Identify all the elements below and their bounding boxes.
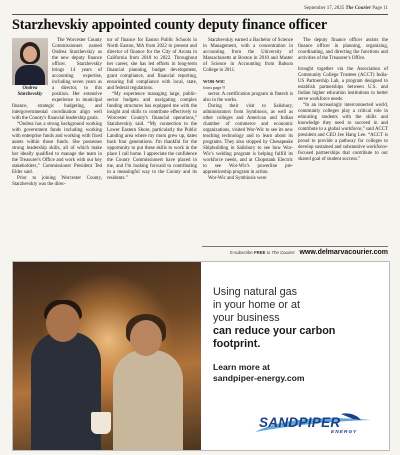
photo-caption [12, 86, 48, 97]
ad-headline-line: in your home or at [213, 299, 301, 311]
logo-name: SANDPIPER [259, 415, 341, 430]
paragraph: Wor-Wic and Symbiosis were [208, 176, 267, 181]
caption-first-name: Ondrea [22, 86, 38, 91]
sandpiper-advertisement[interactable] [12, 261, 390, 451]
paragraph: During their visit to Salisbury, administrators from Symbiosis, as well as other colleges and American and Indian chamber of commerce and economic organizations, visited Wor-Wic to see its new teaching technology and to learn about its programs. They also stopped by Chesapeake Shipbuilding in Salisbury to see how Wor-Wic's welding program is helping fulfill its workforce needs, and at Chopstank Electric to see Wor-Wic's powerline pre-apprenticeship program in action. [203, 104, 293, 175]
promo-paper-name: The Courier [271, 250, 295, 255]
paragraph: The deputy finance officer assists the finance officer in planning, organizing, coordinating, and directing the functions and activities of the Treasurer's Office. [298, 38, 388, 61]
author-photo [12, 38, 48, 85]
ad-copy [213, 262, 389, 450]
logo-sub: ENERGY [331, 430, 358, 435]
promo-free: FREE [254, 250, 266, 255]
jump-from: from page 9 [203, 85, 225, 90]
mug-icon [91, 412, 111, 434]
paragraph: “My experience managing large, public-sector budgets and navigating complex funding structures has equipped me with the insight and skills to contribute effectively to Worcester County's financial operations,” Starzhevskiy said. “My connection to the Lower Eastern Shore, particularly the Public Landing area where my mom grew up, dates back four generations. I'm thankful for the opportunity to put these skills to work in the place I call home. I appreciate the confidence the County Commissioners have placed in me, and I'm looking forward to contributing in a meaningful way to the County and its residents.” [107, 92, 197, 181]
ad-cta-line: Learn more at [213, 362, 270, 372]
article-column-1 [12, 38, 102, 188]
promo-prefix: E-subscribe [230, 250, 253, 255]
paragraph: “Ondrea has a strong background working with government funds including working with enterprise funds and working with fixed assets within those funds. She possesses strong leadership skills, all of which make her ideally qualified to manage the team in the Treasurer's Office and work with our key stakeholders,” Commissioner President Ted Elder said. [12, 122, 102, 175]
paragraph: “In an increasingly interconnected world, community colleges play a critical role in educating students with the skills and knowledge they need to succeed in and contribute to a global workforce,” said ACCT president and CEO Jee Hang Lee. “ACCT is proud to provide a pathway for colleges to develop sustained and substantive workforce-focused partnerships that contribute to our shared goal of student success.” [298, 103, 388, 162]
jump-line [203, 79, 293, 91]
paragraph: sector. A certification program in fintech is also in the works. [203, 92, 293, 103]
ad-call-to-action[interactable] [213, 362, 385, 383]
article-column-3 [203, 38, 293, 182]
caption-last-name: Starzhevskiy [17, 91, 43, 97]
article-column-2 [107, 38, 197, 182]
jump-label: WOR-WIC [203, 79, 226, 84]
page-folio [304, 6, 388, 11]
article-headline: Starzhevskiy appointed county deputy finance officer [12, 17, 327, 33]
folio-paper-name: The Courier [345, 6, 371, 11]
folio-date: September 17, 2025 [304, 6, 345, 11]
ad-headline-line: Using natural gas [213, 286, 298, 298]
ad-photo [13, 262, 201, 450]
promo-middle: to [266, 250, 271, 255]
sandpiper-logo [253, 412, 373, 440]
ad-headline [213, 286, 383, 351]
paragraph: tor of finance for Easton Public Schools in North Easton, MA from 2022 to present and director of finance for the City of Arcata in California from 2018 to 2022. Throughout her career, she has led efforts in long-term financial planning, budget development, grant compliance, and financial reporting, ensuring full compliance with local, state, and federal regulations. [107, 38, 197, 91]
paragraph: The Worcester County Commissioners named Ondrea Starzhevskiy as the new deputy finance officer. Starzhevskiy brings 14 years of accounting expertise, including seven years as a director, to this position. Her extensive experience in municipal finance, strategic budgeting, and intergovernmental coordination align well with the County's financial leadership goals. [12, 38, 102, 121]
column-end-rule [202, 246, 388, 247]
ad-headline-line: your business [213, 312, 280, 324]
promo-url[interactable]: www.delmarvacourier.com [299, 249, 388, 256]
ad-cta-url[interactable]: sandpiper-energy.com [213, 372, 305, 383]
paragraph: brought together via the Association of Community College Trustees (ACCT) India-US Partnership Lab, a program designed to establish partnerships between U.S. and Indian higher education institutions to better serve workforce needs. [298, 67, 388, 102]
ad-headline-strong: can reduce your carbon footprint. [213, 325, 336, 350]
paragraph: Prior to joining Worcester County, Starzhevskiy was the direc- [12, 176, 102, 187]
top-rule [12, 14, 388, 15]
folio-page-number: Page 11 [372, 6, 388, 11]
subscribe-promo: E-subscribe FREE to The Courier: www.delmarvacourier.com [230, 249, 388, 256]
article-column-4 [298, 38, 388, 163]
paragraph: Starzhevskiy earned a Bachelor of Science in Management, with a concentration in accounting from the University of Massachusetts at Boston in 2010 and Master of Science in Accounting from Babson College in 2011. [203, 38, 293, 73]
